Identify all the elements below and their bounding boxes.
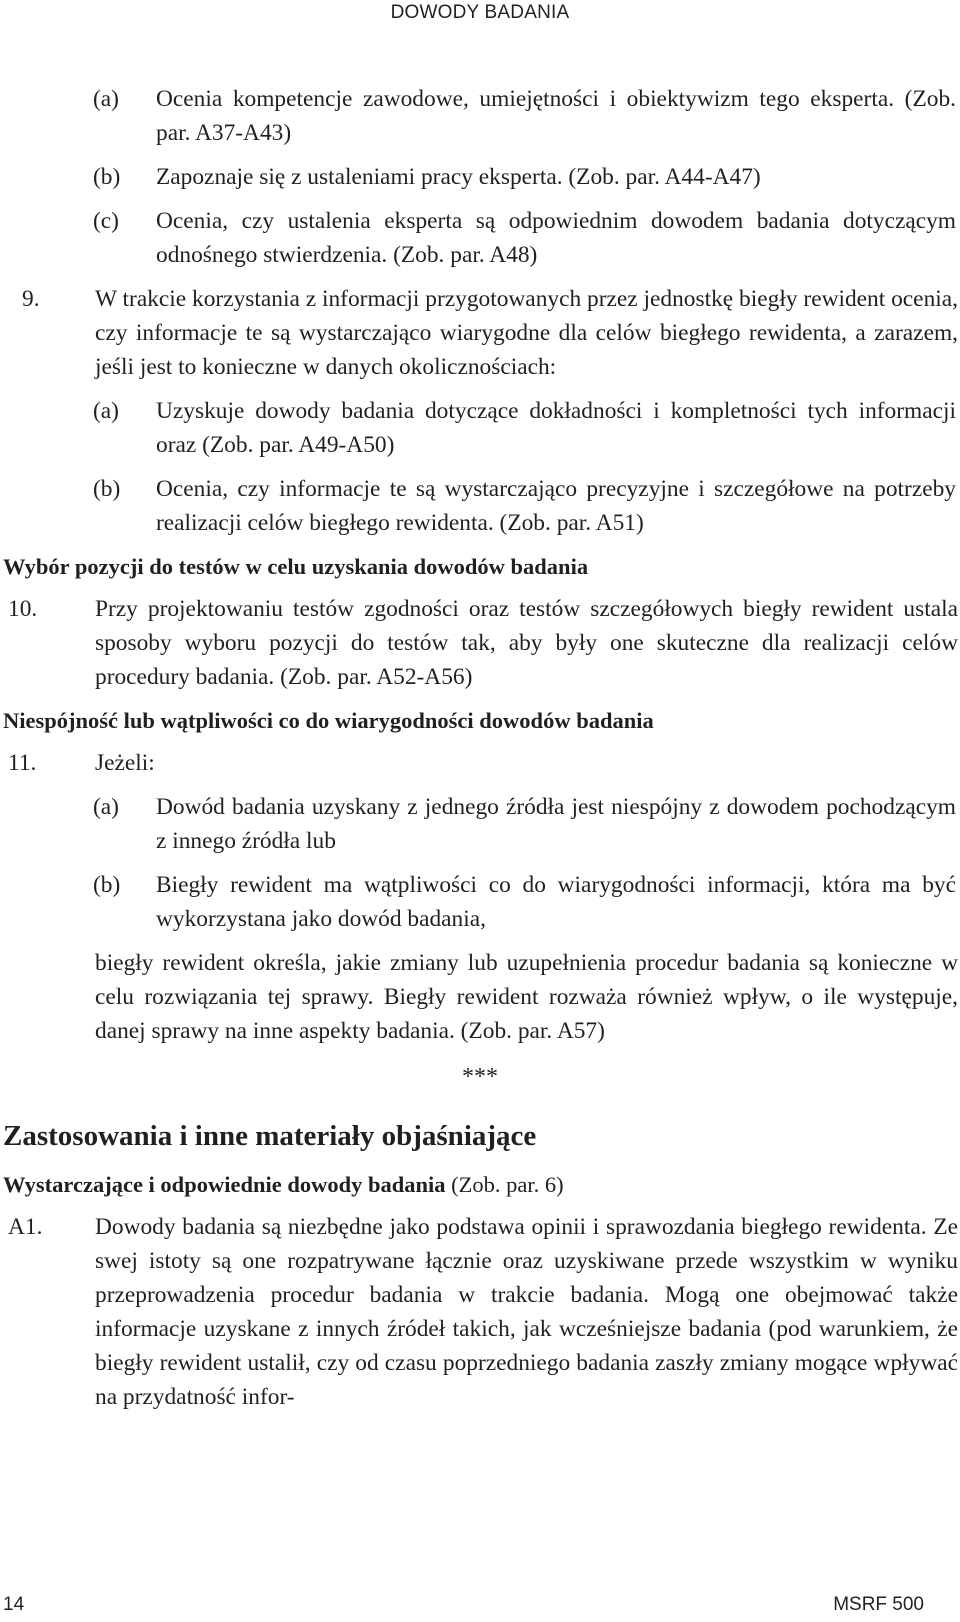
heading-sufficient-evidence bbox=[0, 1168, 960, 1202]
item-text: Ocenia, czy informacje te są wystarczająco precyzyjne i szczegółowe na potrzeby realizacji celów biegłego rewidenta. (Zob. par. A51) bbox=[156, 476, 956, 536]
paragraph-11a bbox=[93, 790, 956, 858]
item-label: (b) bbox=[93, 476, 121, 502]
section-title: Zastosowania i inne materiały objaśniające bbox=[3, 1120, 537, 1152]
paragraph-11 bbox=[0, 746, 958, 780]
item-label: (a) bbox=[93, 794, 119, 820]
paragraph-text: Przy projektowaniu testów zgodności oraz testów szczegółowych biegły rewident ustala sposoby wyboru pozycji do testów tak, aby były one skuteczne dla realizacji celów procedury badania. (Zob. par. A52-A56) bbox=[95, 596, 958, 690]
paragraph-number: A1. bbox=[8, 1214, 43, 1240]
item-text: Ocenia, czy ustalenia eksperta są odpowiednim dowodem badania dotyczącym odnośnego stwierdzenia. (Zob. par. A48) bbox=[156, 208, 956, 268]
paragraph-8b bbox=[93, 160, 956, 194]
paragraph-text: Jeżeli: bbox=[95, 750, 155, 776]
paragraph-9a bbox=[93, 394, 956, 462]
paragraph-8a bbox=[93, 82, 956, 150]
paragraph-8c bbox=[93, 204, 956, 272]
item-label: (b) bbox=[93, 872, 121, 898]
heading-reference: (Zob. par. 6) bbox=[445, 1172, 564, 1197]
item-text: Uzyskuje dowody badania dotyczące dokładności i kompletności tych informacji oraz (Zob. par. A49-A50) bbox=[156, 398, 956, 458]
item-text: Biegły rewident ma wątpliwości co do wiarygodności informacji, która ma być wykorzystana jako dowód badania, bbox=[156, 872, 956, 932]
heading-inconsistency: Niespójność lub wątpliwości co do wiarygodności dowodów badania bbox=[3, 708, 654, 733]
paragraph-number: 9. bbox=[22, 286, 40, 312]
paragraph-11-continuation: biegły rewident określa, jakie zmiany lub uzupełnienia procedur badania są konieczne w celu rozwiązania tej sprawy. Biegły rewident rozważa również wpływ, o ile występuje, danej sprawy na inne aspekty badania. (Zob. par. A57) bbox=[95, 950, 958, 1044]
running-header: DOWODY BADANIA bbox=[390, 2, 570, 23]
paragraph-11b bbox=[93, 868, 956, 936]
paragraph-9b bbox=[93, 472, 956, 540]
heading-item-selection: Wybór pozycji do testów w celu uzyskania dowodów badania bbox=[3, 554, 589, 579]
standard-name: MSRF 500 bbox=[833, 1594, 924, 1615]
paragraph-text: Dowody badania są niezbędne jako podstawa opinii i sprawozdania biegłego rewidenta. Ze swej istoty są one rozpatrywane łącznie oraz uzyskiwane przede wszystkim w wyniku przeprowadzenia procedur badania w trakcie badania. Mogą one obejmować także informacje uzyskane z innych źródeł takich, jak wcześniejsze badania (pod warunkiem, że biegły rewident ustalił, czy od czasu poprzedniego badania zaszły zmiany mogące wpływać na przydatność infor- bbox=[95, 1214, 958, 1410]
page-body bbox=[0, 82, 960, 1424]
paragraph-number: 11. bbox=[8, 750, 37, 776]
paragraph-number: 10. bbox=[8, 596, 38, 622]
heading-bold-text: Wystarczające i odpowiednie dowody badania bbox=[3, 1172, 446, 1197]
paragraph-9 bbox=[0, 282, 958, 384]
item-label: (b) bbox=[93, 164, 121, 190]
item-text: Dowód badania uzyskany z jednego źródła jest niespójny z dowodem pochodzącym z innego źródła lub bbox=[156, 794, 956, 854]
item-label: (a) bbox=[93, 398, 119, 424]
item-text: Ocenia kompetencje zawodowe, umiejętności i obiektywizm tego eksperta. (Zob. par. A37-A43) bbox=[156, 86, 956, 146]
item-label: (a) bbox=[93, 86, 119, 112]
item-label: (c) bbox=[93, 208, 119, 234]
item-text: Zapoznaje się z ustaleniami pracy eksperta. (Zob. par. A44-A47) bbox=[156, 164, 761, 190]
section-separator: *** bbox=[462, 1064, 498, 1090]
paragraph-10 bbox=[0, 592, 958, 694]
paragraph-a1 bbox=[0, 1210, 958, 1414]
paragraph-text: W trakcie korzystania z informacji przygotowanych przez jednostkę biegły rewident ocenia, czy informacje te są wystarczająco wiarygodne dla celów biegłego rewidenta, a zarazem, jeśli jest to konieczne w danych okolicznościach: bbox=[95, 286, 958, 380]
page-number: 14 bbox=[3, 1594, 25, 1615]
